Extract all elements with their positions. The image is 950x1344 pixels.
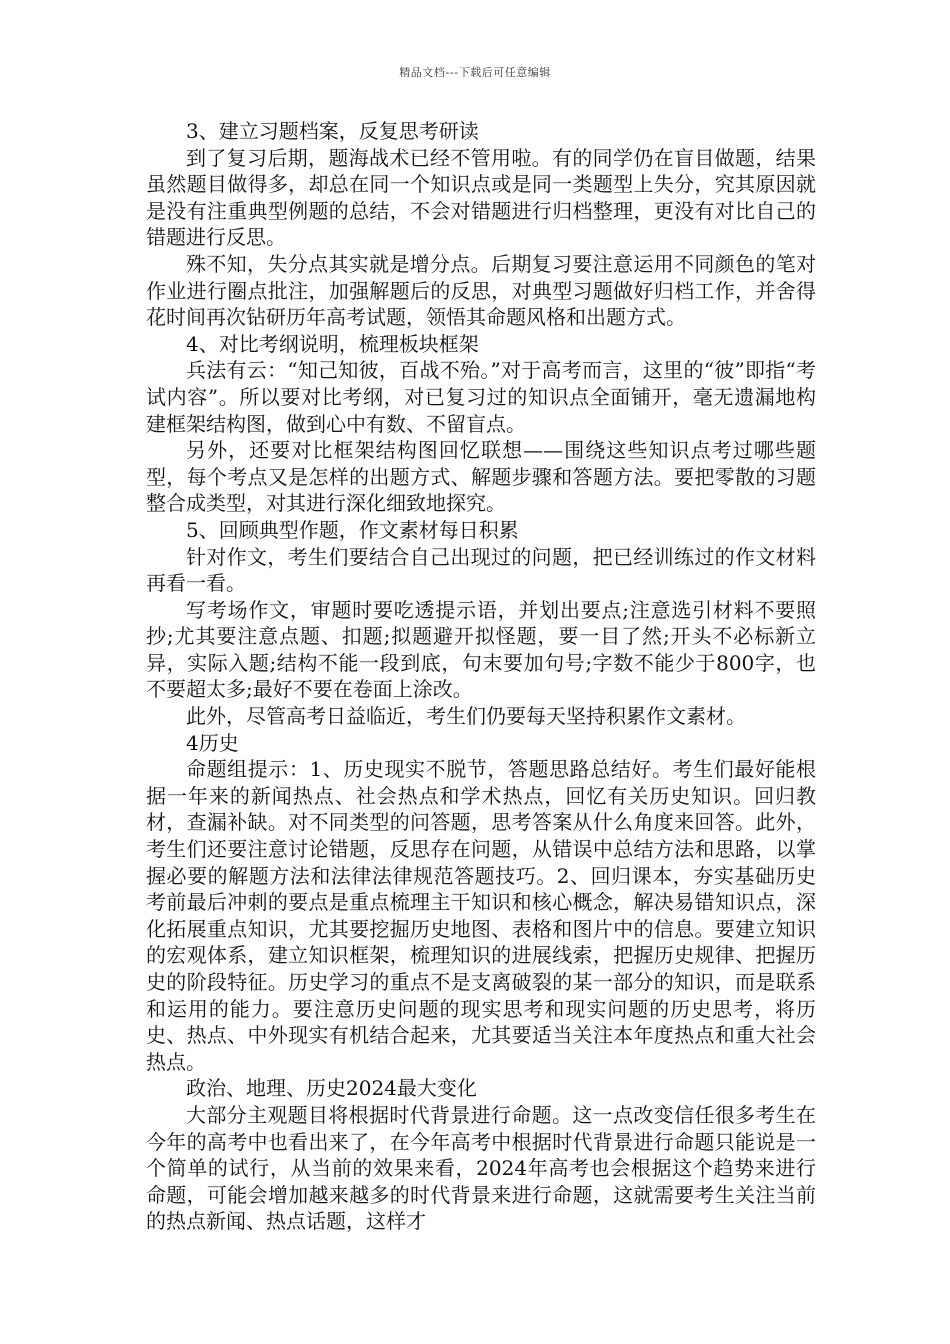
page-header: 精品文档---下载后可任意编辑	[399, 66, 551, 79]
paragraph: 殊不知，失分点其实就是增分点。后期复习要注意运用不同颜色的笔对作业进行圈点批注，加强解题后的反思，对典型习题做好归档工作，并舍得花时间再次钻研历年高考试题，领悟其命题风格和出题方式。	[146, 251, 816, 330]
document-body	[146, 118, 816, 1235]
paragraph: 兵法有云：“知己知彼，百战不殆。”对于高考而言，这里的“彼”即指“考试内容”。所以要对比考纲，对已复习过的知识点全面铺开，毫无遗漏地构建框架结构图，做到心中有数、不留盲点。	[146, 358, 816, 436]
section-heading: 5、回顾典型作题，作文素材每日积累	[186, 517, 519, 542]
paragraph: 针对作文，考生们要结合自己出现过的问题，把已经训练过的作文材料再看一看。	[146, 544, 816, 596]
section-heading: 3、建立习题档案，反复思考研读	[186, 119, 479, 143]
paragraph: 此外，尽管高考日益临近，考生们仍要每天坚持积累作文素材。	[186, 704, 746, 729]
section-heading: 政治、地理、历史2024最大变化	[186, 1076, 477, 1101]
paragraph: 另外，还要对比框架结构图回忆联想——围绕这些知识点考过哪些题型，每个考点又是怎样的出题方式、解题步骤和答题方法。要把零散的习题整合成类型，对其进行深化细致地探究。	[146, 438, 816, 516]
paragraph: 大部分主观题目将根据时代背景进行命题。这一点改变信任很多考生在今年的高考中也看出来了，在今年高考中根据时代背景进行命题只能说是一个简单的试行，从当前的效果来看，2024年高考也会根据这个趋势来进行命题，可能会增加越来越多的时代背景来进行命题，这就需要考生关注当前的热点新闻、热点话题，这样才	[146, 1102, 816, 1234]
section-heading: 4历史	[186, 730, 239, 755]
section-heading: 4、对比考纲说明，梳理板块框架	[186, 331, 479, 356]
paragraph: 命题组提示：1、历史现实不脱节，答题思路总结好。考生们最好能根据一年来的新闻热点、社会热点和学术热点，回忆有关历史知识。回归教材，查漏补缺。对不同类型的问答题，思考答案从什么角度来回答。此外，考生们还要注意讨论错题，反思存在问题，从错误中总结方法和思路，以掌握必要的解题方法和法律法律规范答题技巧。2、回归课本，夯实基础历史考前最后冲刺的要点是重点梳理主干知识和核心概念，解决易错知识点，深化拓展重点知识，尤其要挖掘历史地图、表格和图片中的信息。要建立知识的宏观体系，建立知识框架，梳理知识的进展线索，把握历史规律、把握历史的阶段特征。历史学习的重点不是支离破裂的某一部分的知识，而是联系和运用的能力。要注意历史问题的现实思考和现实问题的历史思考，将历史、热点、中外现实有机结合起来，尤其要适当关注本年度热点和重大社会热点。	[146, 757, 816, 1074]
paragraph: 到了复习后期，题海战术已经不管用啦。有的同学仍在盲目做题，结果虽然题目做得多，却总在同一个知识点或是同一类题型上失分，究其原因就是没有注重典型例题的总结，不会对错题进行归档整理，更没有对比自己的错题进行反思。	[146, 145, 816, 250]
paragraph: 写考场作文，审题时要吃透提示语，并划出要点;注意选引材料不要照抄;尤其要注意点题、扣题;拟题避开拟怪题，要一目了然;开头不必标新立异，实际入题;结构不能一段到底，句末要加句号;字数不能少于800字，也不要超太多;最好不要在卷面上涂改。	[146, 597, 816, 702]
